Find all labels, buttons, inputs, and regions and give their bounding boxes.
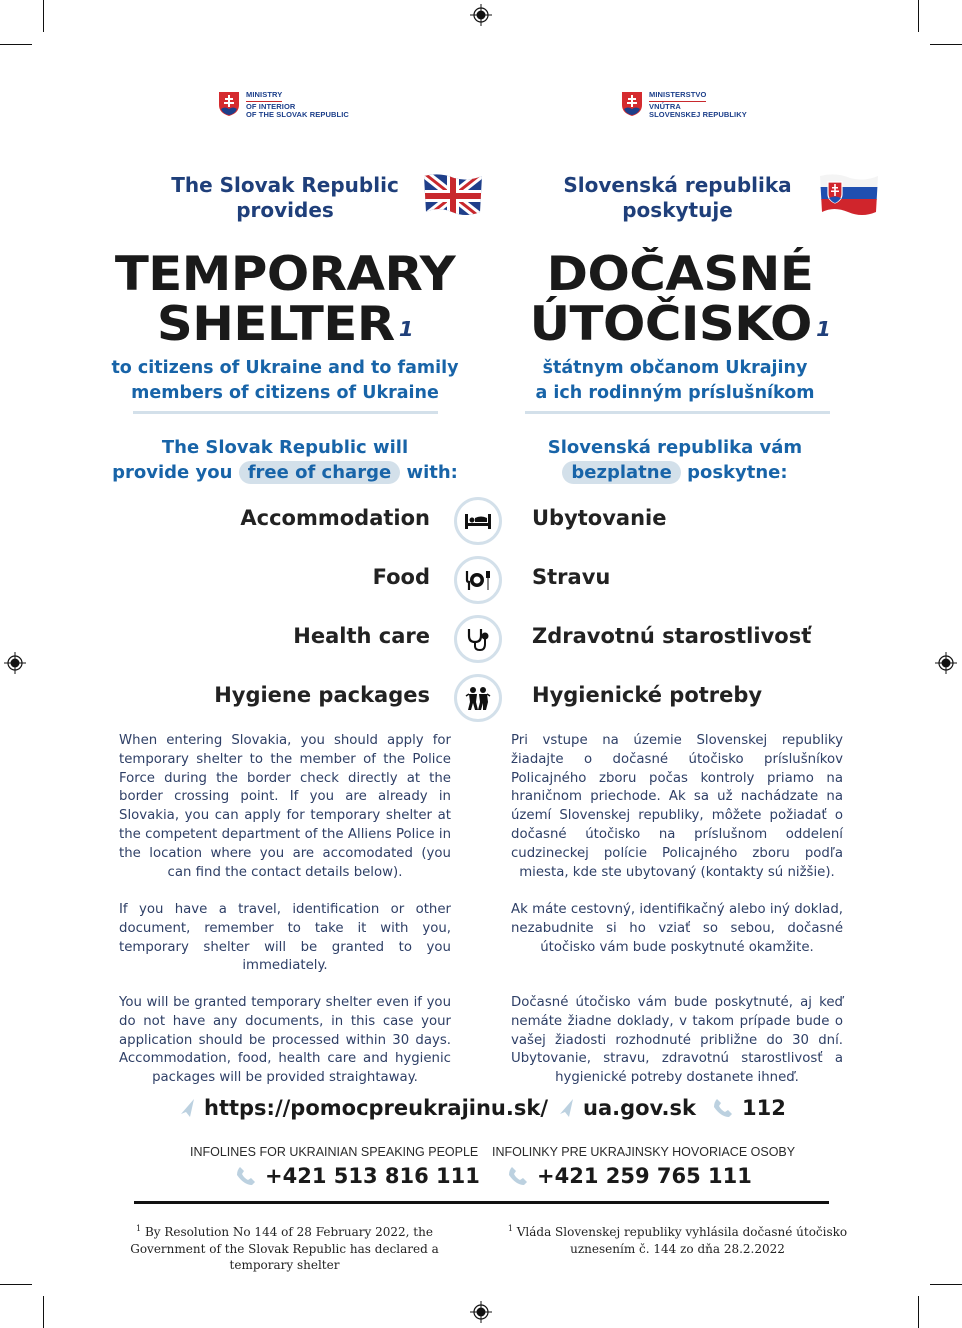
service-sk: Hygienické potreby <box>532 683 763 707</box>
title-line: TEMPORARY <box>114 247 456 302</box>
will-text: poskytne: <box>687 462 788 483</box>
will-text: provide you <box>112 462 233 483</box>
en-footnote <box>117 1221 452 1274</box>
tagline-line: a ich rodinným príslušníkom <box>535 383 815 403</box>
service-sk: Stravu <box>532 565 611 589</box>
phone-icon <box>235 1165 257 1187</box>
sk-title <box>505 247 855 352</box>
sk-paragraph: Dočasné útočisko vám bude poskytnuté, aj keď nemáte žiadne doklady, v takom prípade bude o vašej žiadosti rozhodnuté približne do 30 dní. Ubytovanie, stravu, zdravotnú starostlivosť a hygienické potreby dostanete ihneď. <box>511 995 843 1086</box>
logo-line-3: SLOVENSKEJ REPUBLIKY <box>649 110 747 119</box>
logo-line-1: MINISTRY <box>246 91 282 102</box>
will-line: Slovenská republika vám <box>547 437 803 458</box>
footnote-mark: 1 <box>136 1224 142 1233</box>
plate-cutlery-icon <box>454 556 502 604</box>
sk-paragraph: Pri vstupe na územie Slovenskej republiky žiadajte o dočasné útočisko príslušníkov Policajného zboru počas kontroly priamo na hraničnom priechode. Ak sa už nachádzate na území Slovenskej republiky, môžete požiadať o dočasné útočisko na príslušnom oddelení cudzineckej polície Policajného zboru podľa miesta, kde ste ubytovaný (kontakty sú nižšie). <box>511 733 843 880</box>
title-line: DOČASNÉ <box>546 247 814 302</box>
title-line <box>110 297 460 352</box>
link-text[interactable]: https://pomocpreukrajinu.sk/ <box>204 1096 548 1120</box>
en-paragraph: If you have a travel, identification or other document, remember to take it with you, temporary shelter will be granted to you immediately. <box>119 902 451 974</box>
bezplatne-highlight: bezplatne <box>562 461 680 484</box>
footnote-mark: 1 <box>816 317 831 341</box>
en-infoline-phone[interactable] <box>235 1164 480 1188</box>
bed-icon <box>454 497 502 545</box>
registration-mark-icon <box>4 652 26 674</box>
footnote-text: By Resolution No 144 of 28 February 2022, the Government of the Slovak Republic has declared a temporary shelter <box>130 1225 439 1272</box>
divider <box>134 1201 829 1204</box>
en-infoline-label: INFOLINES FOR UKRAINIAN SPEAKING PEOPLE <box>190 1145 479 1159</box>
website-link-2[interactable] <box>557 1096 696 1120</box>
will-line <box>110 460 460 485</box>
tagline-line: to citizens of Ukraine and to family <box>111 358 459 378</box>
phone-icon <box>507 1165 529 1187</box>
free-of-charge-highlight: free of charge <box>239 461 400 484</box>
cursor-arrow-icon <box>178 1098 196 1118</box>
registration-mark-icon <box>470 4 492 26</box>
footnote-text: Vláda Slovenskej republiky vyhlásila dočasné útočisko uznesením č. 144 zo dňa 28.2.2022 <box>516 1225 848 1256</box>
link-text[interactable]: ua.gov.sk <box>583 1096 696 1120</box>
sk-footnote <box>505 1221 850 1257</box>
en-will-provide <box>110 435 460 485</box>
sk-infoline-phone[interactable] <box>507 1164 752 1188</box>
registration-mark-icon <box>470 1301 492 1323</box>
crop-mark <box>918 0 919 32</box>
phone-icon <box>712 1097 734 1119</box>
divider <box>133 411 438 414</box>
crop-mark <box>0 1284 32 1285</box>
sk-tagline <box>500 356 850 406</box>
service-sk: Ubytovanie <box>532 506 667 530</box>
en-title <box>110 247 460 352</box>
footnote-mark: 1 <box>507 1224 513 1233</box>
divider <box>525 411 830 414</box>
service-en: Hygiene packages <box>214 683 430 707</box>
cursor-arrow-icon <box>557 1098 575 1118</box>
crop-mark <box>930 1284 962 1285</box>
title-line <box>505 297 855 352</box>
crop-mark <box>0 44 32 45</box>
title-line-text: SHELTER <box>156 297 395 352</box>
heading-line: Slovenská republika <box>563 173 792 197</box>
sk-paragraph: Ak máte cestovný, identifikačný alebo iný doklad, nezabudnite si ho vziať so sebou, dočasné útočisko vám bude poskytnuté okamžite. <box>511 902 843 955</box>
will-line <box>500 460 850 485</box>
hygiene-icon <box>454 674 502 722</box>
en-paragraph: When entering Slovakia, you should apply for temporary shelter to the member of the Police Force during the border check directly at the border crossing point. If you are already in Slovakia, you can apply for temporary shelter at the competent department of the Alliens Police in the location where you are accomodated (you can find the contact details below). <box>119 733 451 880</box>
uk-flag-icon <box>420 170 486 222</box>
ministry-logo-sk <box>621 91 747 120</box>
en-tagline <box>110 356 460 406</box>
will-text: with: <box>406 462 458 483</box>
coat-of-arms-icon <box>621 91 643 117</box>
ministry-logo-en <box>218 91 349 120</box>
will-line: The Slovak Republic will <box>161 437 409 458</box>
phone-number[interactable]: +421 513 816 111 <box>265 1164 480 1188</box>
service-en: Accommodation <box>240 506 430 530</box>
website-link-1[interactable] <box>178 1096 548 1120</box>
logo-line-3: OF THE SLOVAK REPUBLIC <box>246 110 349 119</box>
registration-mark-icon <box>935 652 957 674</box>
en-paragraph: You will be granted temporary shelter even if you do not have any documents, in this case your application should be processed within 30 days. Accommodation, food, health care and hygienic packages will be provided straightaway. <box>119 995 451 1086</box>
heading-line: The Slovak Republic <box>171 173 399 197</box>
sk-infoline-label: INFOLINKY PRE UKRAJINSKY HOVORIACE OSOBY <box>492 1145 796 1159</box>
slovak-flag-icon <box>816 170 882 222</box>
tagline-line: members of citizens of Ukraine <box>131 383 439 403</box>
footnote-mark: 1 <box>398 317 414 341</box>
crop-mark <box>918 1296 919 1328</box>
title-line-text: ÚTOČISKO <box>529 297 812 352</box>
crop-mark <box>43 0 44 32</box>
logo-line-1: MINISTERSTVO <box>649 91 706 102</box>
heading-line: poskytuje <box>622 198 733 222</box>
heading-line: provides <box>236 198 334 222</box>
sk-provides-heading <box>540 173 815 223</box>
sk-will-provide <box>500 435 850 485</box>
emergency-number[interactable] <box>712 1096 786 1120</box>
crop-mark <box>930 44 962 45</box>
tagline-line: štátnym občanom Ukrajiny <box>542 358 808 378</box>
service-en: Food <box>372 565 430 589</box>
logo-line-2: OF INTERIOR <box>246 101 296 111</box>
coat-of-arms-icon <box>218 91 240 117</box>
stethoscope-icon <box>454 615 502 663</box>
phone-number[interactable]: 112 <box>742 1096 786 1120</box>
logo-line-2: VNÚTRA <box>649 101 681 111</box>
crop-mark <box>43 1296 44 1328</box>
service-en: Health care <box>293 624 430 648</box>
phone-number[interactable]: +421 259 765 111 <box>537 1164 752 1188</box>
en-provides-heading <box>150 173 420 223</box>
service-sk: Zdravotnú starostlivosť <box>532 624 812 648</box>
